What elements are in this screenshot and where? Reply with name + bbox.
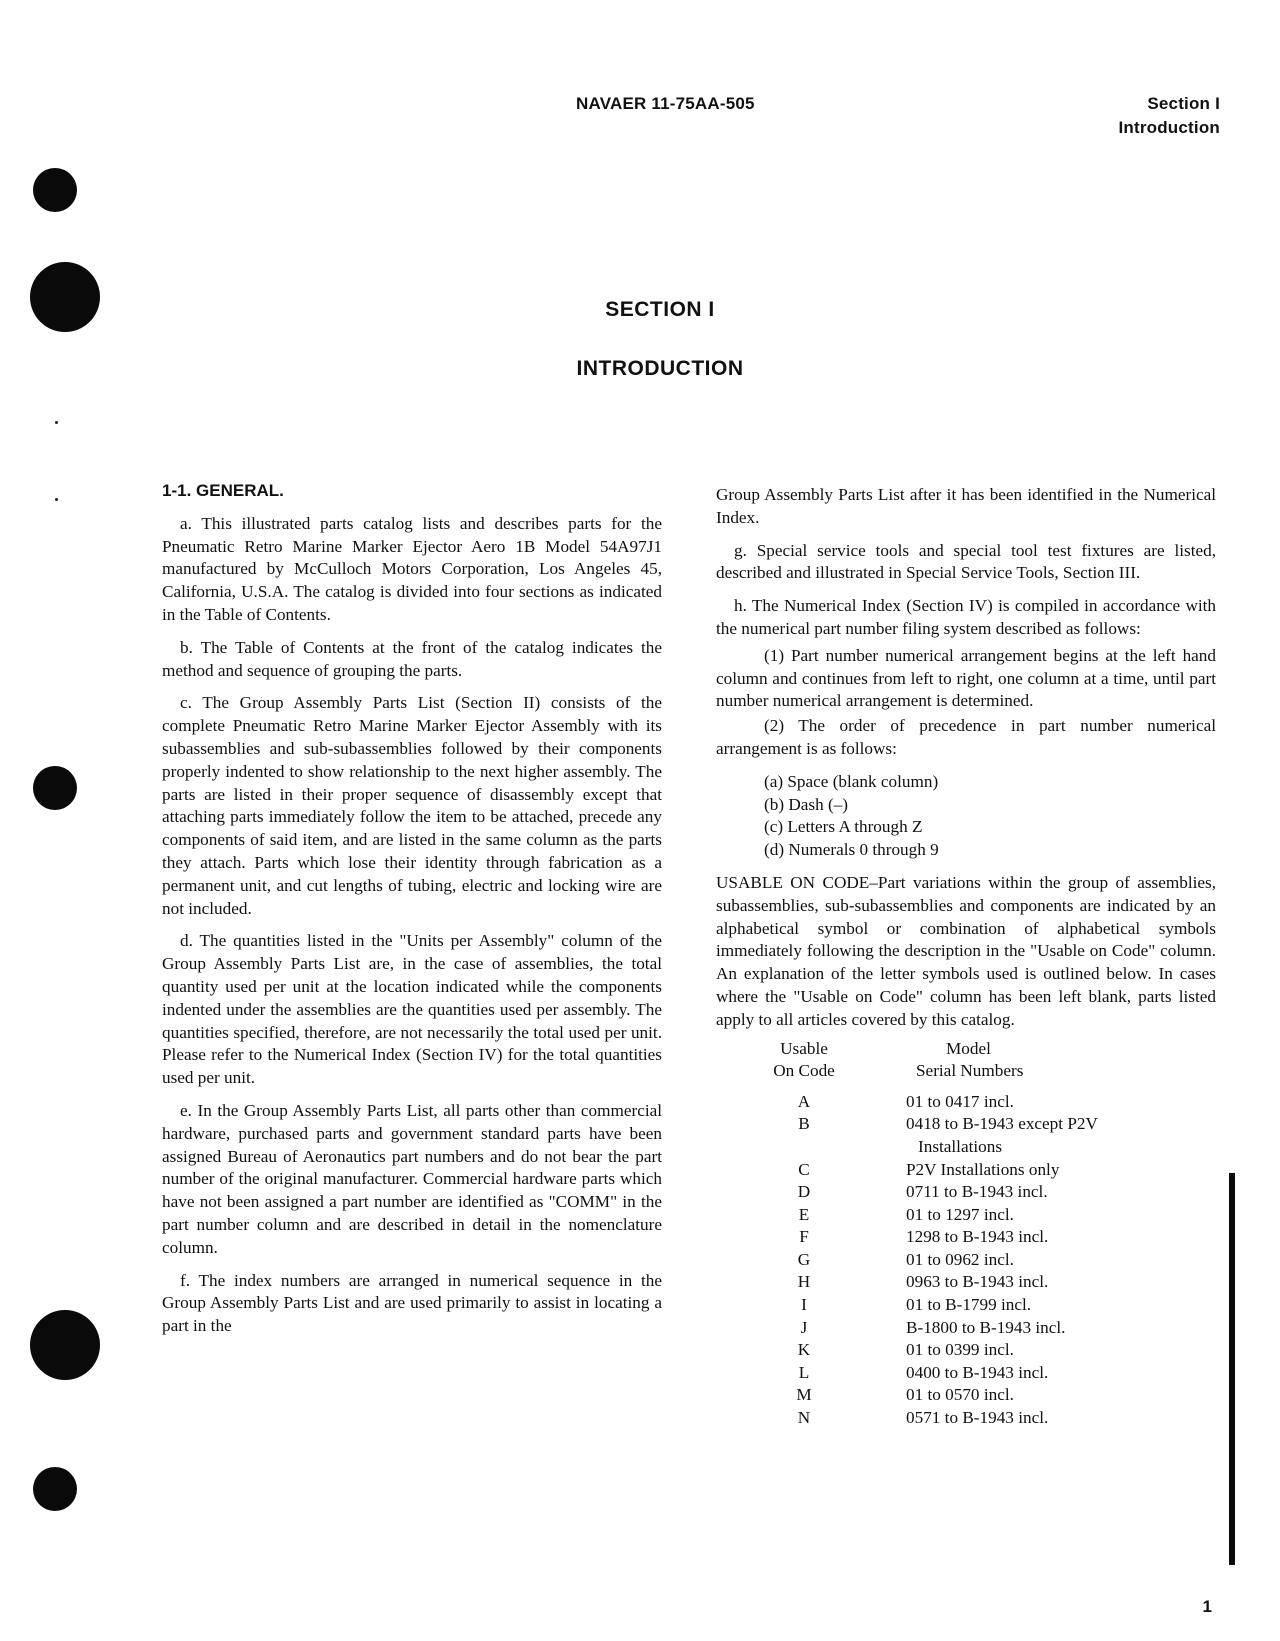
serial-cell: 0400 to B-1943 incl. <box>906 1362 1049 1382</box>
serial-cell: 0963 to B-1943 incl. <box>906 1272 1049 1292</box>
code-cell: M <box>796 1385 812 1405</box>
paragraph-h2: (2) The order of precedence in part number numerical arrangement is as follows: <box>716 716 1216 758</box>
code-cell <box>754 1136 854 1159</box>
serial-cell: 0711 to B-1943 incl. <box>906 1182 1048 1202</box>
table-row <box>754 1136 1098 1159</box>
code-cell: J <box>800 1317 808 1337</box>
paragraph-h1: (1) Part number numerical arrangement begins at the left hand column and continues from left to right, one column at a time, until part number numerical arrangement is determined. <box>716 645 1216 711</box>
paragraph-h: h. The Numerical Index (Section IV) is compiled in accordance with the numerical part number filing system described as follows: <box>716 596 1216 638</box>
table-header-row <box>754 1060 1098 1091</box>
column-header-serial: Serial Numbers <box>916 1061 1024 1081</box>
paragraph-f: f. The index numbers are arranged in numerical sequence in the Group Assembly Parts List and are used primarily to assist in locating a part in the <box>162 1270 662 1336</box>
header-section-name: Introduction <box>1118 118 1220 137</box>
code-cell: C <box>798 1159 810 1179</box>
code-cell: L <box>798 1362 810 1382</box>
paragraph-g: g. Special service tools and special tool test fixtures are listed, described and illustrated in Special Service Tools, Section III. <box>716 540 1216 583</box>
table-row <box>754 1407 1098 1430</box>
serial-cell: 01 to 0570 incl. <box>906 1385 1014 1405</box>
serial-cell: B-1800 to B-1943 incl. <box>906 1317 1066 1337</box>
usable-on-code-table <box>754 1038 1098 1430</box>
section-title: SECTION I <box>605 298 715 321</box>
paragraph-c: c. The Group Assembly Parts List (Section II) consists of the complete Pneumatic Retro Marine Marker Ejector Assembly with its subassemblies and sub-subassemblies followed by their components properly indented to show relationship to the next higher assembly. The parts are listed in their proper sequence of disassembly except that attaching parts immediately follow the item to be attached, precede any components of said item, and are listed in the same column as the parts they attach. Parts which lose their identity through fabrication as a permanent unit, and cut lengths of tubing, electric and locking wire are not included. <box>162 693 662 918</box>
table-row <box>754 1294 1098 1317</box>
table-row <box>754 1181 1098 1204</box>
paragraph-heading: 1-1. GENERAL. <box>162 481 284 500</box>
list-item: (d) Numerals 0 through 9 <box>764 840 939 860</box>
scan-speck <box>55 421 58 424</box>
code-cell: N <box>797 1408 811 1428</box>
table-row <box>754 1159 1098 1182</box>
table-row <box>754 1384 1098 1407</box>
section-name: INTRODUCTION <box>576 357 744 380</box>
paragraph-f-continued: Group Assembly Parts List after it has been identified in the Numerical Index. <box>716 485 1216 527</box>
revision-change-bar <box>1229 1173 1235 1565</box>
table-row <box>754 1362 1098 1385</box>
table-row <box>754 1317 1098 1340</box>
binder-hole-middle <box>33 766 77 810</box>
table-row <box>754 1113 1098 1136</box>
serial-cell: Installations <box>918 1136 1003 1156</box>
code-cell: D <box>797 1182 811 1202</box>
list-item: (c) Letters A through Z <box>764 817 923 837</box>
code-cell: G <box>797 1249 811 1269</box>
header-section: Section I <box>1147 94 1220 113</box>
binder-hole-top <box>33 168 77 212</box>
table-row <box>754 1249 1098 1272</box>
document-number: NAVAER 11-75AA-505 <box>576 94 755 113</box>
paragraph-b: b. The Table of Contents at the front of the catalog indicates the method and sequence of grouping the parts. <box>162 637 662 680</box>
list-item: (b) Dash (–) <box>764 794 848 814</box>
binder-hole-lower <box>30 1310 100 1380</box>
scan-speck <box>55 498 58 501</box>
serial-cell: 0418 to B-1943 except P2V <box>906 1114 1098 1134</box>
table-row <box>754 1091 1098 1114</box>
table-row <box>754 1271 1098 1294</box>
code-cell: F <box>799 1227 809 1247</box>
precedence-list <box>764 771 1216 862</box>
paragraph-e: e. In the Group Assembly Parts List, all parts other than commercial hardware, purchased parts and government standard parts have been assigned Bureau of Aeronautics part numbers and do not bear the part number of the original manufacturer. Commercial hardware parts which have not been assigned a part number are identified as "COMM" in the part number column and are described in detail in the nomenclature column. <box>162 1100 662 1257</box>
code-cell: I <box>801 1295 807 1315</box>
page-number: 1 <box>1202 1597 1212 1616</box>
code-cell: B <box>798 1114 810 1134</box>
list-item: (a) Space (blank column) <box>764 771 939 791</box>
column-header-serial: Model <box>946 1038 991 1058</box>
paragraph-a: a. This illustrated parts catalog lists and describes parts for the Pneumatic Retro Marine Marker Ejector Aero 1B Model 54A97J1 manufactured by McCulloch Motors Corporation, Los Angeles 45, California, U.S.A. The catalog is divided into four sections as indicated in the Table of Contents. <box>162 513 662 624</box>
code-cell: E <box>798 1204 810 1224</box>
table-row <box>754 1226 1098 1249</box>
column-header-code: On Code <box>773 1061 835 1081</box>
serial-cell: 1298 to B-1943 incl. <box>906 1227 1049 1247</box>
usable-on-code-paragraph: USABLE ON CODE–Part variations within the group of assemblies, subassemblies, sub-subassemblies and components are indicated by an alphabetical symbol or combination of alphabetical symbols immediately following the description in the "Usable on Code" column. An explanation of the letter symbols used is outlined below. In cases where the "Usable on Code" column has been left blank, parts listed apply to all articles covered by this catalog. <box>716 872 1216 1029</box>
table-row <box>754 1339 1098 1362</box>
serial-cell: P2V Installations only <box>906 1159 1060 1179</box>
left-column <box>162 480 662 1348</box>
table-header-row <box>754 1038 1098 1061</box>
table-row <box>754 1204 1098 1227</box>
code-cell: A <box>797 1091 811 1111</box>
serial-cell: 01 to 0399 incl. <box>906 1340 1014 1360</box>
code-cell: K <box>797 1340 811 1360</box>
column-header-code: Usable <box>780 1038 828 1058</box>
binder-hole-bottom <box>33 1467 77 1511</box>
serial-cell: 01 to 0417 incl. <box>906 1091 1014 1111</box>
serial-cell: 01 to 0962 incl. <box>906 1249 1014 1269</box>
code-cell: H <box>797 1272 811 1292</box>
serial-cell: 01 to B-1799 incl. <box>906 1295 1032 1315</box>
paragraph-d: d. The quantities listed in the "Units per Assembly" column of the Group Assembly Parts List are, in the case of assemblies, the total quantity used per unit at the location indicated while the components indented under the assemblies are the quantities used per assembly. The quantities specified, therefore, are not necessarily the total used per unit. Please refer to the Numerical Index (Section IV) for the total quantities used per unit. <box>162 931 662 1088</box>
serial-cell: 0571 to B-1943 incl. <box>906 1408 1049 1428</box>
right-column <box>716 484 1216 1430</box>
serial-cell: 01 to 1297 incl. <box>906 1204 1014 1224</box>
